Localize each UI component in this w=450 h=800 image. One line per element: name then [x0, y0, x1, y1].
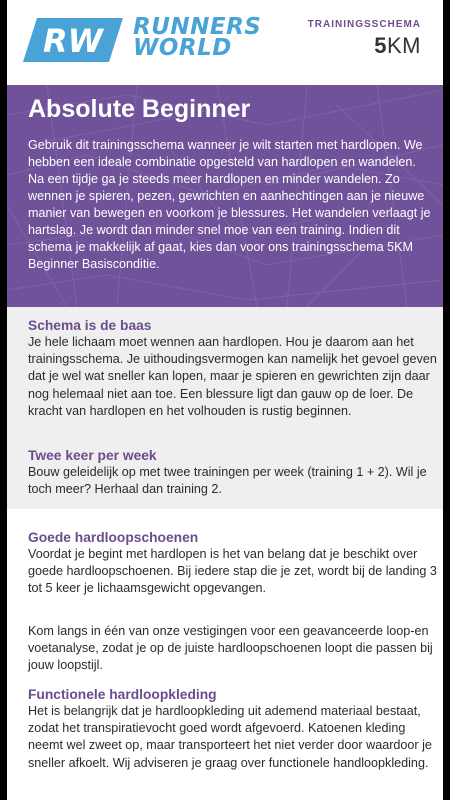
section-schema-text: Je hele lichaam moet wennen aan hardlopen. Hou je daarom aan het trainingsschema. Je uithoudingsvermogen kan namelijk het gevoel geven dat je wel wat sneller kan lopen, maar je spieren en gewrichten zijn daar nog helemaal niet aan toe. Een blessure ligt dan gauw op de loer. De kracht van hardlopen en het volhouden is rustig beginnen. [28, 335, 437, 418]
brand-name [133, 14, 262, 61]
hero-intro-text: Gebruik dit trainingsschema wanneer je wilt starten met hardlopen. We hebben een ideale combinatie opgesteld van hardlopen en wandelen. Na een tijdje ga je steeds meer hardlopen en minder wandelen. Zo wennen je spieren, pezen, gewrichten en aanhechtingen aan je nieuwe manier van bewegen en voorkom je blessures. Het wandelen verlaagt je hartslag. Je wordt dan minder snel moe van een training. Indien dit schema je makkelijk af gaat, kies dan voor ons trainingsschema 5KM Beginner Basisconditie. [28, 138, 431, 271]
screen-bezel-right [443, 0, 450, 800]
section-kleding-text: Het is belangrijk dat je hardloopkleding uit ademend materiaal bestaat, zodat het transpiratievocht goed wordt afgevoerd. Katoenen kleding neemt wel zweet op, maar transporteert het niet verder door waardoor je sneller afkoelt. Wij adviseren je graag over functionele handloopkleding. [28, 704, 432, 770]
section-schema-title: Schema is de baas [28, 318, 152, 333]
section-vestiging [28, 623, 438, 675]
section-schoenen-text: Voordat je begint met hardlopen is het van belang dat je beschikt over goede hardloopschoenen. Bij iedere stap die je zet, wordt bij de landing 3 tot 5 keer je lichaamsgewicht opgevangen. [28, 547, 437, 596]
hero-banner [7, 85, 443, 307]
section-twee-title: Twee keer per week [28, 448, 157, 463]
header [7, 0, 443, 85]
distance-number: 5 [374, 33, 387, 58]
distance-label [374, 33, 421, 59]
logo-mark-text: RW [43, 22, 103, 60]
brand-line-1: RUNNERS [133, 14, 262, 40]
section-schoenen [28, 529, 438, 598]
page [7, 0, 443, 800]
info-panel [7, 307, 443, 509]
section-schoenen-title: Goede hardloopschoenen [28, 530, 199, 545]
section-twee-text: Bouw geleidelijk op met twee trainingen per week (training 1 + 2). Wil je toch meer? Herhaal dan training 2. [28, 465, 427, 497]
hero-title: Absolute Beginner [28, 95, 251, 123]
schema-label: TRAININGSSCHEMA [307, 19, 421, 30]
section-kleding-title: Functionele hardloopkleding [28, 687, 217, 702]
runners-world-logo[interactable] [23, 14, 263, 64]
rw-logo-mark-icon [23, 18, 123, 62]
distance-unit: KM [387, 33, 421, 58]
brand-line-2: WORLD [133, 35, 232, 61]
section-vestiging-text: Kom langs in één van onze vestigingen voor een geavanceerde loop-en voetanalyse, zodat je op de juiste hardloopschoenen loopt die passen bij jouw loopstijl. [28, 624, 433, 673]
section-kleding [28, 686, 438, 772]
section-twee [28, 447, 438, 498]
screen-bezel-left [0, 0, 7, 800]
section-schema [28, 317, 438, 420]
